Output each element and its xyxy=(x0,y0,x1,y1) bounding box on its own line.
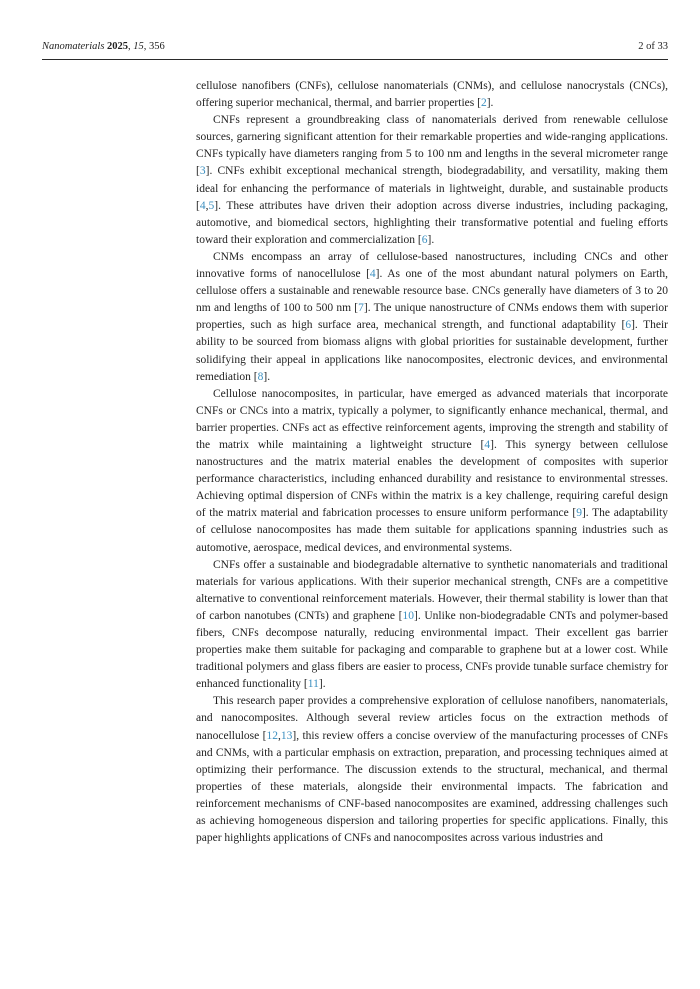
paragraph: cellulose nanofibers (CNFs), cellulose nanomaterials (CNMs), and cellulose nanocrystals (CNCs), offering superior mechanical, thermal, and barrier properties [2]. xyxy=(196,80,668,110)
header-divider xyxy=(42,59,668,60)
citation-link[interactable]: 5 xyxy=(208,199,215,212)
citation-link[interactable]: 12 xyxy=(266,729,278,742)
citation-link[interactable]: 4 xyxy=(484,438,491,451)
page-number: 2 of 33 xyxy=(638,41,668,52)
journal-citation-part: , xyxy=(128,41,134,52)
citation-link[interactable]: 13 xyxy=(280,729,293,742)
citation-link[interactable]: 6 xyxy=(625,319,632,332)
journal-citation-part: 15 xyxy=(133,41,144,52)
citation-link[interactable]: 4 xyxy=(369,268,376,281)
journal-citation-part: , 356 xyxy=(143,41,165,52)
citation-link[interactable]: 6 xyxy=(421,233,428,246)
paragraph: CNFs represent a groundbreaking class of nanomaterials derived from renewable cellulose sources, garnering significant attention for their remarkable properties and wide-ranging applications. CNFs typically have diameters ranging from 5 to 100 nm and lengths in the several micrometer range [3]. CNFs exhibit exceptional mechanical strength, biodegradability, and versatility, making them ideal for enhancing the performance of materials in lightweight, durable, and sustainable products [4,5]. These attributes have driven their adoption across diverse industries, including packaging, automotive, and biomedical sectors, highlighting their transformative potential and fueling efforts toward their exploration and commercialization [6]. xyxy=(196,114,668,246)
journal-citation-part: 2025 xyxy=(107,41,129,52)
article-body xyxy=(196,78,668,847)
citation-link[interactable]: 3 xyxy=(199,165,206,178)
paragraph: CNFs offer a sustainable and biodegradable alternative to synthetic nanomaterials and traditional materials for various applications. With their superior mechanical strength, CNFs are a competitive alternative to conventional reinforcement materials. However, their thermal stability is lower than that of carbon nanotubes (CNTs) and graphene [10]. Unlike non-biodegradable CNTs and polymer-based fibers, CNFs decompose naturally, reducing environmental impact. Their excellent gas barrier properties make them suitable for packaging and comparable to graphene but at a lower cost. While traditional polymers and glass fibers are easier to process, CNFs provide tunable surface chemistry for enhanced functionality [11]. xyxy=(196,558,668,691)
paragraph: Cellulose nanocomposites, in particular, have emerged as advanced materials that incorporate CNFs or CNCs into a matrix, typically a polymer, to significantly enhance mechanical, thermal, and barrier properties. CNFs act as effective reinforcement agents, improving the strength and stability of the matrix while maintaining a lightweight structure [4]. This synergy between cellulose nanostructures and the matrix material enables the development of composites with superior performance characteristics, including enhanced durability and resistance to environmental stresses. Achieving optimal dispersion of CNFs within the matrix is a key challenge, requiring careful design of the matrix material and fabrication processes to ensure uniform performance [9]. The adaptability of cellulose nanocomposites has made them suitable for applications spanning industries such as automotive, aerospace, medical devices, and environmental systems. xyxy=(196,387,668,554)
citation-link[interactable]: 11 xyxy=(307,678,319,691)
citation-link[interactable]: 2 xyxy=(480,97,487,110)
paragraph: This research paper provides a comprehensive exploration of cellulose nanofibers, nanomaterials, and nanocomposites. Although several review articles focus on the extraction methods of nanocellulose [12,13], this review offers a concise overview of the manufacturing processes of CNFs and CNMs, with a particular emphasis on extraction, preparation, and processing techniques aimed at optimizing their performance. The discussion extends to the structural, mechanical, and thermal properties of these materials, alongside their environmental impacts. The fabrication and reinforcement mechanisms of CNF-based nanocomposites are examined, addressing challenges such as achieving homogeneous dispersion and tailoring properties for specific applications. Finally, this paper highlights applications of CNFs and nanocomposites across various industries and xyxy=(196,695,668,845)
citation-link[interactable]: 8 xyxy=(257,370,264,383)
citation-link[interactable]: 9 xyxy=(576,507,582,520)
journal-citation xyxy=(42,40,165,53)
citation-link[interactable]: 7 xyxy=(358,302,364,315)
page-header xyxy=(42,40,668,53)
citation-link[interactable]: 10 xyxy=(402,609,414,622)
paragraph: CNMs encompass an array of cellulose-based nanostructures, including CNCs and other innovative forms of nanocellulose [4]. As one of the most abundant natural polymers on Earth, cellulose offers a sustainable and renewable resource base. CNCs generally have diameters of 3 to 20 nm and lengths of 100 to 500 nm [7]. The unique nanostructure of CNMs endows them with superior properties, such as high surface area, mechanical strength, and functional adaptability [6]. Their ability to be sourced from biomass aligns with global priorities for sustainable development, further solidifying their appeal in applications like nanocomposites, electronic devices, and environmental remediation [8]. xyxy=(196,250,669,383)
citation-link[interactable]: 4 xyxy=(199,199,206,212)
journal-citation-part: Nanomaterials xyxy=(42,41,108,52)
